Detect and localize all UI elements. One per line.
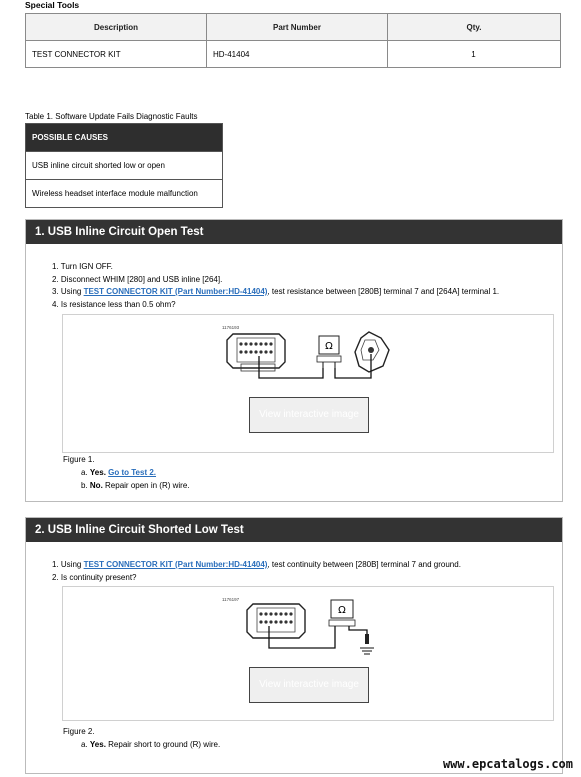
step-item: 1. Turn IGN OFF.	[52, 262, 113, 271]
test2-heading: 2. USB Inline Circuit Shorted Low Test	[26, 518, 562, 542]
figure-code: 1176193	[222, 325, 240, 330]
answer-letter: b.	[81, 481, 88, 490]
column-header-qty: Qty.	[388, 14, 561, 41]
special-tools-title: Special Tools	[25, 0, 80, 10]
column-header-description: Description	[26, 14, 207, 41]
possible-causes-header: POSSIBLE CAUSES	[26, 124, 223, 152]
answer-yes-label: Yes.	[89, 740, 106, 749]
step-item	[52, 559, 461, 572]
tool-description-cell: TEST CONNECTOR KIT	[26, 41, 207, 68]
wiring-diagram-1	[219, 322, 399, 386]
test2-section	[25, 517, 563, 774]
ohm-symbol: Ω	[325, 341, 333, 352]
column-header-part-number: Part Number	[207, 14, 388, 41]
answer-yes	[81, 740, 220, 749]
step-item: 2. Is continuity present?	[52, 572, 137, 582]
cause-row: Wireless headset interface module malfunction	[26, 180, 223, 208]
test1-steps	[52, 261, 499, 311]
answer-yes-label: Yes.	[89, 468, 106, 477]
ohm-symbol: Ω	[338, 605, 346, 616]
figure-1-label: Figure 1.	[63, 455, 95, 464]
figure-1-box	[62, 314, 554, 453]
view-interactive-image-button[interactable]: View interactive image	[249, 667, 369, 703]
special-tools-table	[25, 13, 561, 68]
test-connector-kit-link[interactable]: TEST CONNECTOR KIT (Part Number:HD-41404)	[83, 560, 268, 569]
watermark: www.epcatalogs.com	[442, 757, 573, 771]
figure-code: 1176197	[222, 597, 240, 602]
answer-letter: a.	[81, 468, 88, 477]
step-text: 1. Using	[52, 560, 84, 569]
answer-text: Repair short to ground (R) wire.	[108, 740, 221, 749]
answer-letter: a.	[81, 740, 88, 749]
test1-heading: 1. USB Inline Circuit Open Test	[26, 220, 562, 244]
table-header-row	[26, 14, 561, 41]
view-interactive-image-button[interactable]: View interactive image	[249, 397, 369, 433]
figure-2-label: Figure 2.	[63, 727, 95, 736]
answer-yes	[81, 468, 156, 477]
test2-steps	[52, 559, 461, 584]
figure-2-box	[62, 586, 554, 721]
test-connector-kit-link[interactable]: TEST CONNECTOR KIT (Part Number:HD-41404)	[83, 287, 268, 296]
step-item: 4. Is resistance less than 0.5 ohm?	[52, 299, 176, 309]
test1-section	[25, 219, 563, 502]
step-item	[52, 286, 499, 299]
answer-no-label: No.	[89, 481, 103, 490]
step-text: , test continuity between [280B] terminal 7 and ground.	[267, 560, 461, 569]
answer-no	[81, 481, 190, 490]
faults-table-caption: Table 1. Software Update Fails Diagnostic Faults	[25, 112, 198, 121]
table-row	[26, 41, 561, 68]
answer-text: Repair open in (R) wire.	[105, 481, 190, 490]
step-text: , test resistance between [280B] terminal 7 and [264A] terminal 1.	[267, 287, 500, 296]
step-text: 3. Using	[52, 287, 84, 296]
go-to-test-2-link[interactable]: Go to Test 2.	[108, 468, 157, 477]
step-item: 2. Disconnect WHIM [280] and USB inline [264].	[52, 274, 223, 284]
cause-row: USB inline circuit shorted low or open	[26, 152, 223, 180]
possible-causes-table	[25, 123, 223, 208]
wiring-diagram-2	[219, 594, 399, 658]
tool-qty-cell: 1	[388, 41, 561, 68]
tool-part-number-cell: HD-41404	[207, 41, 388, 68]
